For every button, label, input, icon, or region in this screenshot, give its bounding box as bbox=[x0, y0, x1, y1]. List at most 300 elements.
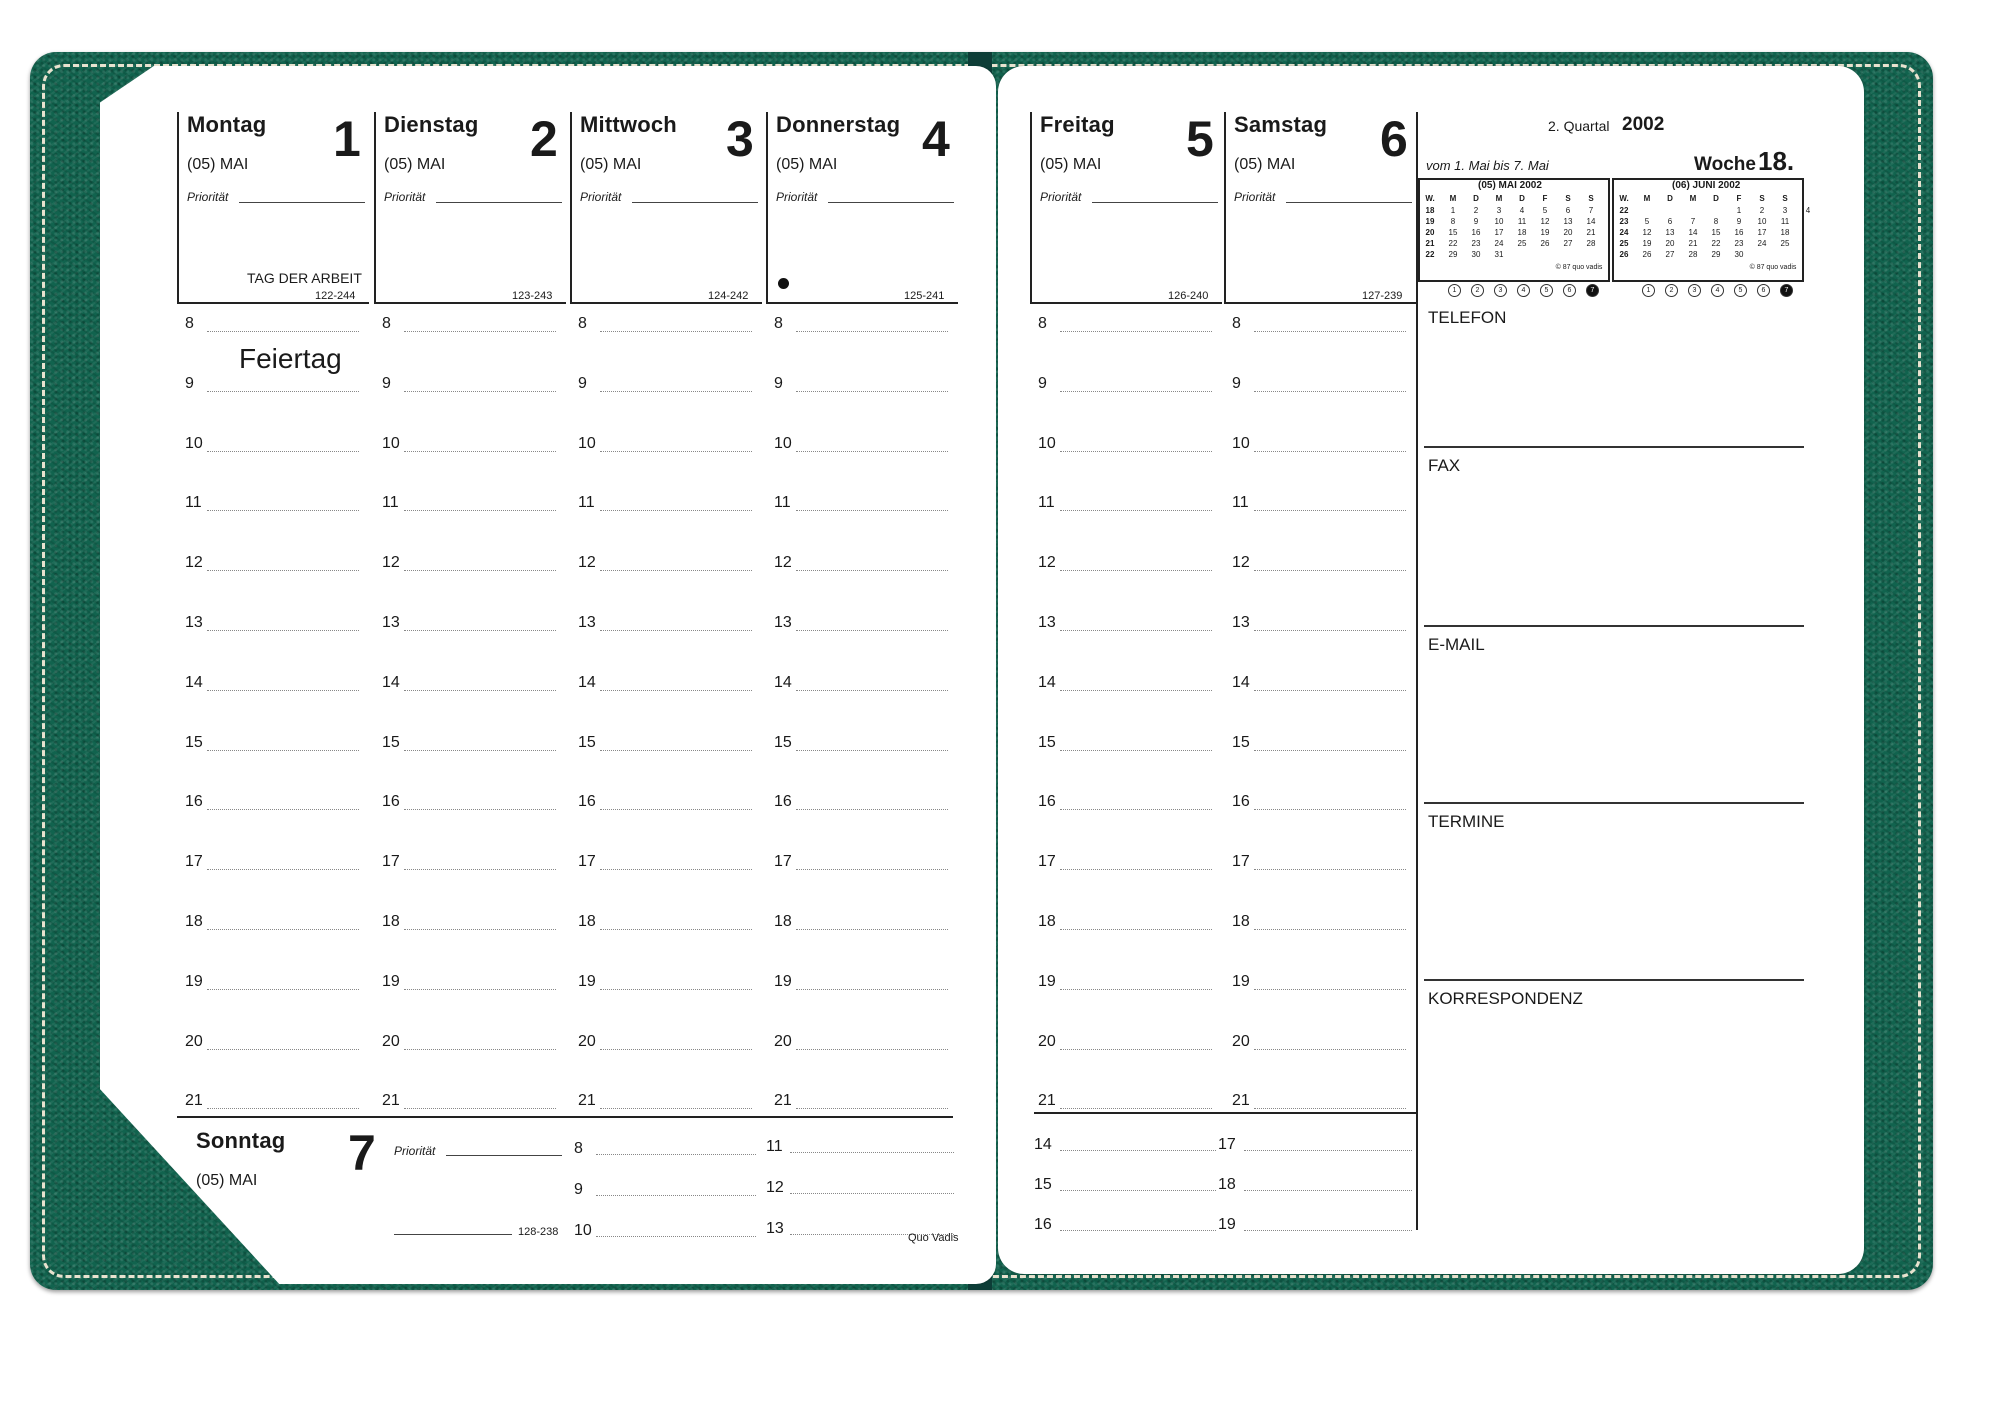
extra-hour-a-16: 16 bbox=[1034, 1216, 1052, 1233]
hour-label-3-10: 10 bbox=[578, 434, 596, 452]
hour-label-3-20: 20 bbox=[578, 1032, 596, 1050]
mini-calendar-cell-1-4-5: 30 bbox=[1734, 250, 1744, 259]
day-number-2: 2 bbox=[530, 111, 558, 167]
mini-calendar-cell-1-2-5: 16 bbox=[1734, 228, 1744, 237]
sunday-hour-9: 9 bbox=[574, 1181, 583, 1198]
hour-label-3-14: 14 bbox=[578, 673, 596, 691]
hour-label-5-8: 8 bbox=[1038, 315, 1047, 332]
hour-line-4-21 bbox=[796, 1108, 948, 1109]
hour-label-1-14: 14 bbox=[185, 673, 203, 691]
mini-calendar-cell-0-0-3: 3 bbox=[1496, 206, 1502, 215]
hour-label-4-15: 15 bbox=[774, 733, 792, 751]
mini-calendar-cell-0-4-2: 30 bbox=[1471, 250, 1481, 259]
hour-line-2-15 bbox=[404, 750, 556, 751]
day-head-baseline-6 bbox=[1224, 302, 1416, 304]
hour-line-6-14 bbox=[1254, 690, 1406, 691]
hour-label-5-20: 20 bbox=[1038, 1032, 1056, 1050]
mini-calendar-cell-1-2-6: 17 bbox=[1757, 228, 1767, 237]
hour-line-3-8 bbox=[600, 331, 752, 332]
hour-line-2-20 bbox=[404, 1049, 556, 1050]
mini-calendar-cell-0-0-1: 1 bbox=[1450, 206, 1456, 215]
mini-calendar-circle-rule-0 bbox=[1418, 280, 1610, 281]
mini-calendar-cell-0-3-0: 21 bbox=[1425, 239, 1435, 248]
hour-line-6-19 bbox=[1254, 989, 1406, 990]
mini-calendar-title-1: (06) JUNI 2002 bbox=[1672, 180, 1741, 191]
weekday-circle-0-5: 5 bbox=[1540, 284, 1553, 297]
mini-calendar-cell-0-3-4: 25 bbox=[1517, 239, 1527, 248]
hour-label-1-9: 9 bbox=[185, 374, 194, 392]
priority-label-3: Priorität bbox=[580, 190, 622, 204]
mini-calendar-cell-1-3-5: 23 bbox=[1734, 239, 1744, 248]
hour-label-4-19: 19 bbox=[774, 972, 792, 990]
mini-calendar-cell-1-4-0: 26 bbox=[1619, 250, 1629, 259]
hour-label-6-9: 9 bbox=[1232, 374, 1241, 392]
hour-label-5-19: 19 bbox=[1038, 972, 1056, 990]
day-name-5: Freitag bbox=[1040, 112, 1115, 137]
hour-line-5-16 bbox=[1060, 809, 1212, 810]
day-code-5: 126-240 bbox=[1168, 290, 1209, 302]
hour-label-1-11: 11 bbox=[185, 494, 202, 512]
hour-label-1-19: 19 bbox=[185, 972, 203, 990]
right-day-border-left bbox=[1030, 112, 1032, 302]
mini-calendar-cell-1-4-1: 26 bbox=[1642, 250, 1652, 259]
mini-calendar-cell-1-1-6: 10 bbox=[1757, 217, 1767, 226]
hour-label-6-20: 20 bbox=[1232, 1032, 1250, 1050]
hour-line-6-13 bbox=[1254, 630, 1406, 631]
section-label-termine: TERMINE bbox=[1428, 812, 1505, 831]
hour-line-1-19 bbox=[207, 989, 359, 990]
extra-hour-a-line-16 bbox=[1060, 1230, 1216, 1231]
marker-dot-4 bbox=[778, 278, 789, 289]
hour-line-2-21 bbox=[404, 1108, 556, 1109]
hour-label-5-13: 13 bbox=[1038, 614, 1056, 631]
hour-line-4-9 bbox=[796, 391, 948, 392]
right-day-border-left bbox=[1224, 112, 1226, 302]
hour-label-2-21: 21 bbox=[382, 1092, 400, 1110]
hour-line-3-11 bbox=[600, 510, 752, 511]
hour-line-2-17 bbox=[404, 869, 556, 870]
weekday-circle-0-7: 7 bbox=[1586, 284, 1599, 297]
mini-calendar-cell-0-4-3: 31 bbox=[1494, 250, 1504, 259]
weekday-circle-1-3: 3 bbox=[1688, 284, 1701, 297]
mini-calendar-cell-1-0-7: 3 bbox=[1782, 206, 1788, 215]
priority-line-2 bbox=[436, 202, 562, 203]
mini-calendar-cell-0-4-1: 29 bbox=[1448, 250, 1458, 259]
mini-calendar-cell-1-2-7: 18 bbox=[1780, 228, 1790, 237]
hour-label-2-18: 18 bbox=[382, 913, 400, 930]
weekday-circle-0-2: 2 bbox=[1471, 284, 1484, 297]
day-head-baseline-5 bbox=[1030, 302, 1222, 304]
day-head-baseline-2 bbox=[374, 302, 566, 304]
mini-calendar-cell-1-1-0: 23 bbox=[1619, 217, 1629, 226]
sunday-hour-8: 8 bbox=[574, 1140, 583, 1157]
hour-label-4-20: 20 bbox=[774, 1032, 792, 1050]
hour-label-6-18: 18 bbox=[1232, 913, 1250, 930]
hour-line-5-11 bbox=[1060, 510, 1212, 511]
hour-line-2-8 bbox=[404, 331, 556, 332]
mini-calendar-head-1-1: M bbox=[1643, 194, 1651, 203]
hour-label-1-8: 8 bbox=[185, 315, 194, 332]
saturday-extra-rule bbox=[1034, 1112, 1416, 1114]
day-name-1: Montag bbox=[187, 112, 267, 137]
sunday-bottom-line bbox=[394, 1234, 512, 1235]
hour-label-1-13: 13 bbox=[185, 614, 203, 631]
hour-line-4-13 bbox=[796, 630, 948, 631]
mini-calendar-cell-1-0-6: 2 bbox=[1759, 206, 1765, 215]
mini-calendar-cell-1-3-0: 25 bbox=[1619, 239, 1629, 248]
hour-line-4-12 bbox=[796, 570, 948, 571]
hour-label-5-14: 14 bbox=[1038, 673, 1056, 691]
mini-calendar-cell-1-0-0: 22 bbox=[1619, 206, 1629, 215]
mini-calendar-cell-1-3-6: 24 bbox=[1757, 239, 1767, 248]
mini-calendar-head-1-6: S bbox=[1759, 194, 1765, 203]
hour-line-1-12 bbox=[207, 570, 359, 571]
mini-calendar-cell-0-0-7: 7 bbox=[1588, 206, 1594, 215]
section-label-telefon: TELEFON bbox=[1428, 308, 1507, 327]
sunday-hour-line-12 bbox=[790, 1193, 954, 1194]
hour-label-3-9: 9 bbox=[578, 374, 587, 392]
mini-calendar-cell-0-3-5: 26 bbox=[1540, 239, 1550, 248]
priority-line-4 bbox=[828, 202, 954, 203]
hour-label-5-18: 18 bbox=[1038, 913, 1056, 930]
mini-calendar-cell-1-2-3: 14 bbox=[1688, 228, 1698, 237]
sunday-number: 7 bbox=[348, 1125, 376, 1181]
hour-line-5-12 bbox=[1060, 570, 1212, 571]
sunday-code: 128-238 bbox=[518, 1226, 559, 1238]
day-head-baseline-3 bbox=[570, 302, 762, 304]
hour-line-6-18 bbox=[1254, 929, 1406, 930]
hour-line-2-9 bbox=[404, 391, 556, 392]
extra-hour-b-17: 17 bbox=[1218, 1136, 1236, 1153]
day-month-3: (05) MAI bbox=[580, 156, 642, 173]
hour-label-3-11: 11 bbox=[578, 494, 595, 512]
hour-label-5-15: 15 bbox=[1038, 733, 1056, 751]
hour-label-2-11: 11 bbox=[382, 494, 399, 512]
mini-calendar-cell-1-2-0: 24 bbox=[1619, 228, 1629, 237]
priority-label-2: Priorität bbox=[384, 190, 426, 204]
mini-calendar-cell-0-2-0: 20 bbox=[1425, 228, 1435, 237]
sunday-priority-label: Priorität bbox=[394, 1144, 436, 1158]
day-note-1: Feiertag bbox=[239, 343, 342, 374]
hour-label-2-17: 17 bbox=[382, 853, 400, 871]
hour-line-5-9 bbox=[1060, 391, 1212, 392]
hour-label-3-18: 18 bbox=[578, 913, 596, 930]
hour-label-2-8: 8 bbox=[382, 315, 391, 332]
mini-calendar-cell-0-2-7: 21 bbox=[1586, 228, 1596, 237]
sunday-hour-line-11 bbox=[790, 1152, 954, 1153]
day-number-4: 4 bbox=[922, 111, 950, 167]
hour-line-6-16 bbox=[1254, 809, 1406, 810]
mini-calendar-cell-0-3-6: 27 bbox=[1563, 239, 1573, 248]
hour-label-4-16: 16 bbox=[774, 793, 792, 811]
day-code-2: 123-243 bbox=[512, 290, 553, 302]
hour-label-2-20: 20 bbox=[382, 1032, 400, 1050]
hour-label-5-10: 10 bbox=[1038, 434, 1056, 452]
weekday-circle-1-6: 6 bbox=[1757, 284, 1770, 297]
hour-line-4-20 bbox=[796, 1049, 948, 1050]
mini-calendar-head-1-2: D bbox=[1667, 194, 1673, 203]
hour-label-1-20: 20 bbox=[185, 1032, 203, 1050]
hour-label-6-13: 13 bbox=[1232, 614, 1250, 631]
mini-calendar-head-0-1: M bbox=[1449, 194, 1457, 203]
day-head-baseline-1 bbox=[177, 302, 369, 304]
mini-calendar-cell-0-0-2: 2 bbox=[1473, 206, 1479, 215]
holiday-label-1: TAG DER ARBEIT bbox=[247, 270, 362, 286]
mini-calendar-head-0-4: D bbox=[1519, 194, 1525, 203]
hour-label-5-12: 12 bbox=[1038, 554, 1056, 572]
mini-calendar-cell-1-1-7: 11 bbox=[1780, 217, 1790, 226]
priority-line-5 bbox=[1092, 202, 1218, 203]
extra-hour-a-15: 15 bbox=[1034, 1176, 1052, 1193]
left-day-border-left bbox=[570, 112, 572, 302]
mini-calendar-title-0: (05) MAI 2002 bbox=[1478, 180, 1542, 191]
mini-calendar-cell-0-2-1: 15 bbox=[1448, 228, 1458, 237]
hour-line-1-21 bbox=[207, 1108, 359, 1109]
hour-line-5-14 bbox=[1060, 690, 1212, 691]
hour-label-2-10: 10 bbox=[382, 434, 400, 452]
hour-label-2-16: 16 bbox=[382, 793, 400, 811]
priority-line-6 bbox=[1286, 202, 1412, 203]
hour-line-3-13 bbox=[600, 630, 752, 631]
hour-line-1-15 bbox=[207, 750, 359, 751]
hour-line-3-18 bbox=[600, 929, 752, 930]
section-rule-e-mail bbox=[1424, 625, 1804, 627]
mini-calendar-head-0-3: M bbox=[1495, 194, 1503, 203]
mini-calendar-cell-0-3-2: 23 bbox=[1471, 239, 1481, 248]
left-day-border-left bbox=[766, 112, 768, 302]
day-number-1: 1 bbox=[333, 111, 361, 167]
weekday-circle-1-5: 5 bbox=[1734, 284, 1747, 297]
hour-label-6-19: 19 bbox=[1232, 972, 1250, 990]
hour-line-4-11 bbox=[796, 510, 948, 511]
hour-line-2-16 bbox=[404, 809, 556, 810]
priority-label-5: Priorität bbox=[1040, 190, 1082, 204]
day-head-baseline-4 bbox=[766, 302, 958, 304]
hour-line-5-13 bbox=[1060, 630, 1212, 631]
hour-line-1-14 bbox=[207, 690, 359, 691]
hour-line-6-10 bbox=[1254, 451, 1406, 452]
mini-calendar-cell-0-2-5: 19 bbox=[1540, 228, 1550, 237]
year-label: 2002 bbox=[1622, 114, 1665, 135]
extra-hour-b-line-17 bbox=[1244, 1150, 1412, 1151]
hour-line-4-14 bbox=[796, 690, 948, 691]
mini-calendar-cell-0-3-7: 28 bbox=[1586, 239, 1596, 248]
week-number: 18. bbox=[1758, 146, 1795, 176]
hour-line-2-13 bbox=[404, 630, 556, 631]
hour-line-2-18 bbox=[404, 929, 556, 930]
hour-label-3-16: 16 bbox=[578, 793, 596, 811]
mini-calendar-cell-0-1-7: 14 bbox=[1586, 217, 1596, 226]
hour-label-1-15: 15 bbox=[185, 733, 203, 751]
hour-label-5-9: 9 bbox=[1038, 374, 1047, 392]
hour-label-5-17: 17 bbox=[1038, 853, 1056, 871]
hour-label-6-15: 15 bbox=[1232, 733, 1250, 751]
hour-line-6-12 bbox=[1254, 570, 1406, 571]
hour-label-1-10: 10 bbox=[185, 434, 203, 452]
hour-label-4-8: 8 bbox=[774, 315, 783, 332]
mini-calendar-cell-1-3-7: 25 bbox=[1780, 239, 1790, 248]
hour-label-6-17: 17 bbox=[1232, 853, 1250, 871]
mini-calendar-cell-0-0-5: 5 bbox=[1542, 206, 1548, 215]
hour-line-1-10 bbox=[207, 451, 359, 452]
hour-label-3-21: 21 bbox=[578, 1092, 596, 1110]
hour-line-6-21 bbox=[1254, 1108, 1406, 1109]
quarter-label: 2. Quartal bbox=[1548, 118, 1610, 134]
hour-line-1-11 bbox=[207, 510, 359, 511]
hour-line-6-17 bbox=[1254, 869, 1406, 870]
mini-calendar-cell-1-4-3: 28 bbox=[1688, 250, 1698, 259]
day-name-2: Dienstag bbox=[384, 112, 479, 137]
hour-line-3-17 bbox=[600, 869, 752, 870]
sunday-hour-line-8 bbox=[596, 1154, 756, 1155]
hour-label-2-15: 15 bbox=[382, 733, 400, 751]
hour-label-5-16: 16 bbox=[1038, 793, 1056, 811]
priority-label-4: Priorität bbox=[776, 190, 818, 204]
hour-line-5-21 bbox=[1060, 1108, 1212, 1109]
hour-line-6-20 bbox=[1254, 1049, 1406, 1050]
hour-line-4-17 bbox=[796, 869, 948, 870]
hour-line-4-10 bbox=[796, 451, 948, 452]
sunday-top-rule bbox=[177, 1116, 953, 1118]
extra-hour-b-line-18 bbox=[1244, 1190, 1412, 1191]
left-day-border-left bbox=[374, 112, 376, 302]
hour-line-2-10 bbox=[404, 451, 556, 452]
hour-label-6-14: 14 bbox=[1232, 673, 1250, 691]
mini-calendar-cell-1-1-2: 6 bbox=[1667, 217, 1673, 226]
hour-line-4-18 bbox=[796, 929, 948, 930]
hour-line-4-8 bbox=[796, 331, 948, 332]
extra-hour-a-line-15 bbox=[1060, 1190, 1216, 1191]
hour-label-2-19: 19 bbox=[382, 972, 400, 990]
mini-calendar-head-1-5: F bbox=[1736, 194, 1742, 203]
priority-label-1: Priorität bbox=[187, 190, 229, 204]
weekday-circle-1-4: 4 bbox=[1711, 284, 1724, 297]
hour-label-5-21: 21 bbox=[1038, 1092, 1056, 1110]
section-rule-fax bbox=[1424, 446, 1804, 448]
mini-calendar-head-1-4: D bbox=[1713, 194, 1719, 203]
hour-line-5-20 bbox=[1060, 1049, 1212, 1050]
mini-calendar-cell-0-2-4: 18 bbox=[1517, 228, 1527, 237]
mini-calendar-cell-1-1-1: 5 bbox=[1644, 217, 1650, 226]
mini-calendar-cell-1-1-3: 7 bbox=[1690, 217, 1696, 226]
hour-label-4-13: 13 bbox=[774, 614, 792, 631]
hour-label-4-12: 12 bbox=[774, 554, 792, 572]
hour-label-3-19: 19 bbox=[578, 972, 596, 990]
mini-calendar-credit-0: © 87 quo vadis bbox=[1555, 264, 1603, 271]
hour-line-3-15 bbox=[600, 750, 752, 751]
section-label-fax: FAX bbox=[1428, 456, 1461, 475]
mini-calendar-cell-1-4-2: 27 bbox=[1665, 250, 1675, 259]
extra-hour-a-line-14 bbox=[1060, 1150, 1216, 1151]
weekday-circle-1-7: 7 bbox=[1780, 284, 1793, 297]
mini-calendar-head-1-7: S bbox=[1782, 194, 1788, 203]
mini-calendar-cell-0-1-0: 19 bbox=[1425, 217, 1435, 226]
mini-calendar-cell-0-2-6: 20 bbox=[1563, 228, 1573, 237]
mini-calendar-head-0-5: F bbox=[1542, 194, 1548, 203]
hour-label-6-11: 11 bbox=[1232, 494, 1249, 512]
hour-line-6-9 bbox=[1254, 391, 1406, 392]
day-month-1: (05) MAI bbox=[187, 156, 249, 173]
extra-hour-b-18: 18 bbox=[1218, 1176, 1236, 1193]
hour-label-1-12: 12 bbox=[185, 554, 203, 572]
hour-label-6-8: 8 bbox=[1232, 315, 1241, 332]
hour-line-2-19 bbox=[404, 989, 556, 990]
weekday-circle-0-3: 3 bbox=[1494, 284, 1507, 297]
hour-label-1-21: 21 bbox=[185, 1092, 203, 1110]
mini-calendar-cell-1-3-3: 21 bbox=[1688, 239, 1698, 248]
mini-calendar-head-0-0: W. bbox=[1425, 194, 1435, 203]
hour-line-5-10 bbox=[1060, 451, 1212, 452]
hour-line-4-19 bbox=[796, 989, 948, 990]
mini-calendar-cell-0-2-2: 16 bbox=[1471, 228, 1481, 237]
hour-line-3-19 bbox=[600, 989, 752, 990]
weekday-circle-1-2: 2 bbox=[1665, 284, 1678, 297]
mini-calendar-cell-1-3-4: 22 bbox=[1711, 239, 1721, 248]
section-label-korrespondenz: KORRESPONDENZ bbox=[1428, 989, 1583, 1008]
priority-label-6: Priorität bbox=[1234, 190, 1276, 204]
weekday-circle-0-4: 4 bbox=[1517, 284, 1530, 297]
hour-label-4-17: 17 bbox=[774, 853, 792, 871]
hour-label-1-17: 17 bbox=[185, 853, 203, 871]
mini-calendar-cell-1-2-2: 13 bbox=[1665, 228, 1675, 237]
day-code-4: 125-241 bbox=[904, 290, 945, 302]
sunday-hour-10: 10 bbox=[574, 1222, 592, 1239]
hour-line-4-15 bbox=[796, 750, 948, 751]
hour-label-2-13: 13 bbox=[382, 614, 400, 631]
hour-line-1-17 bbox=[207, 869, 359, 870]
mini-calendar-cell-0-0-4: 4 bbox=[1519, 206, 1525, 215]
hour-line-3-16 bbox=[600, 809, 752, 810]
hour-label-4-9: 9 bbox=[774, 374, 783, 392]
hour-label-3-12: 12 bbox=[578, 554, 596, 572]
hour-line-1-8 bbox=[207, 331, 359, 332]
mini-calendar-cell-0-1-3: 10 bbox=[1494, 217, 1504, 226]
weekday-circle-0-1: 1 bbox=[1448, 284, 1461, 297]
day-code-6: 127-239 bbox=[1362, 290, 1403, 302]
hour-label-3-8: 8 bbox=[578, 315, 587, 332]
hour-label-2-12: 12 bbox=[382, 554, 400, 572]
day-number-5: 5 bbox=[1186, 111, 1214, 167]
mini-calendar-head-0-6: S bbox=[1565, 194, 1571, 203]
mini-calendar-cell-0-1-1: 8 bbox=[1450, 217, 1456, 226]
hour-label-6-21: 21 bbox=[1232, 1092, 1250, 1110]
hour-line-3-12 bbox=[600, 570, 752, 571]
day-code-1: 122-244 bbox=[315, 290, 356, 302]
extra-hour-b-19: 19 bbox=[1218, 1216, 1236, 1233]
hour-line-3-9 bbox=[600, 391, 752, 392]
hour-line-2-14 bbox=[404, 690, 556, 691]
section-rule-korrespondenz bbox=[1424, 979, 1804, 981]
section-rule-termine bbox=[1424, 802, 1804, 804]
hour-label-2-14: 14 bbox=[382, 673, 400, 691]
hour-label-6-16: 16 bbox=[1232, 793, 1250, 811]
hour-line-5-19 bbox=[1060, 989, 1212, 990]
mini-calendar-cell-0-0-0: 18 bbox=[1425, 206, 1435, 215]
extra-hour-a-14: 14 bbox=[1034, 1136, 1052, 1153]
mini-calendar-cell-1-0-8: 4 bbox=[1805, 206, 1811, 215]
hour-line-6-8 bbox=[1254, 331, 1406, 332]
hour-line-6-15 bbox=[1254, 750, 1406, 751]
hour-label-3-17: 17 bbox=[578, 853, 596, 871]
day-name-6: Samstag bbox=[1234, 112, 1328, 137]
left-page bbox=[100, 66, 996, 1284]
mini-calendar-cell-1-3-2: 20 bbox=[1665, 239, 1675, 248]
hour-line-1-13 bbox=[207, 630, 359, 631]
mini-calendar-cell-0-1-5: 12 bbox=[1540, 217, 1550, 226]
mini-calendar-head-1-0: W. bbox=[1619, 194, 1629, 203]
mini-calendar-cell-1-1-4: 8 bbox=[1713, 217, 1719, 226]
hour-line-2-12 bbox=[404, 570, 556, 571]
